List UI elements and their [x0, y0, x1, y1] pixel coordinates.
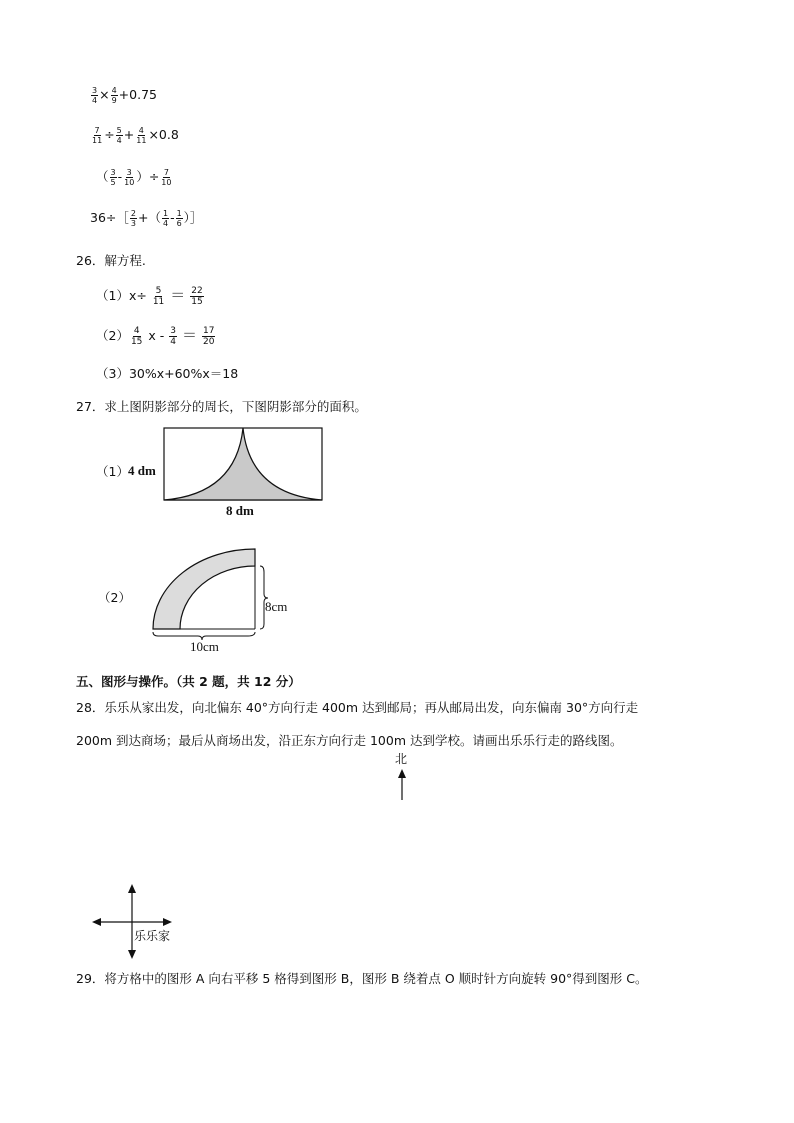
- question-28-line-2: 200m 到达商场；最后从商场出发，沿正东方向行走 100m 达到学校。请画出乐乐行走的路线图。: [76, 733, 623, 748]
- expression-4: 36÷［ $\frac{2}{3}$ +（ $\frac{1}{4}$ - $\frac{1}{6}$ ）］: [90, 209, 203, 228]
- expression-2: $\frac{7}{11}$ ÷ $\frac{5}{4}$ + $\frac{4}{11}$ ×0.8: [92, 126, 179, 145]
- fraction: $\frac{4}{11}$: [136, 126, 147, 145]
- north-label: 北: [395, 752, 408, 766]
- fraction: $\frac{7}{11}$: [92, 126, 103, 145]
- fraction: $\frac{3}{4}$: [170, 326, 176, 347]
- section-5-title: 五、图形与操作。（共 2 题，共 12 分）: [76, 674, 301, 689]
- equation-3: （3）30%x+60%x＝18: [96, 366, 239, 381]
- question-27-title: 27．求上图阴影部分的周长，下图阴影部分的面积。: [76, 399, 367, 414]
- fraction: $\frac{3}{10}$: [124, 168, 135, 187]
- expression-3: （ $\frac{3}{5}$ - $\frac{3}{10}$ ）÷ $\frac{7}{10}$: [96, 168, 172, 187]
- figure-2-label: （2）: [98, 590, 131, 605]
- figure-1-width-label: 8 dm: [226, 503, 254, 518]
- figure-1-height-label: 4 dm: [128, 463, 156, 478]
- direction-diagram: [88, 750, 418, 965]
- figure-2-shaded-ring: [153, 549, 255, 629]
- fraction: $\frac{17}{20}$: [202, 326, 215, 347]
- fraction: $\frac{5}{11}$: [152, 286, 165, 307]
- fraction: $\frac{1}{4}$: [162, 209, 169, 228]
- fraction: $\frac{2}{3}$: [130, 209, 136, 228]
- question-29: 29．将方格中的图形 A 向右平移 5 格得到图形 B，图形 B 绕着点 O 顺时针方向旋转 90°得到图形 C。: [76, 971, 648, 986]
- fraction: $\frac{3}{5}$: [110, 168, 116, 187]
- north-arrow-head: [398, 769, 406, 778]
- equation-1: （1）x÷ $\frac{5}{11}$ ＝ $\frac{22}{15}$: [96, 286, 203, 307]
- figure-2-height-brace: [260, 566, 268, 629]
- question-26-title: 26．解方程.: [76, 253, 146, 268]
- fraction: $\frac{4}{9}$: [111, 86, 117, 105]
- question-28-line-1: 28．乐乐从家出发，向北偏东 40°方向行走 400m 达到邮局；再从邮局出发，向东偏南 30°方向行走: [76, 700, 639, 715]
- figure-2: [140, 536, 320, 656]
- fraction: $\frac{7}{10}$: [161, 168, 172, 187]
- figure-1-label: （1）: [96, 464, 129, 479]
- expression-1: $\frac{3}{4}$ × $\frac{4}{9}$ +0.75: [92, 86, 157, 105]
- home-label: 乐乐家: [134, 929, 171, 943]
- equation-2: （2） $\frac{4}{15}$ x - $\frac{3}{4}$ ＝ $\frac{17}{20}$: [96, 326, 215, 347]
- figure-2-height-label: 8cm: [265, 599, 288, 614]
- fraction: $\frac{4}{15}$: [130, 326, 143, 347]
- figure-1: [120, 420, 340, 520]
- fraction: $\frac{3}{4}$: [92, 86, 98, 105]
- figure-2-width-label: 10cm: [190, 639, 219, 654]
- fraction: $\frac{1}{6}$: [176, 209, 182, 228]
- fraction: $\frac{5}{4}$: [116, 126, 122, 145]
- fraction: $\frac{22}{15}$: [191, 286, 203, 307]
